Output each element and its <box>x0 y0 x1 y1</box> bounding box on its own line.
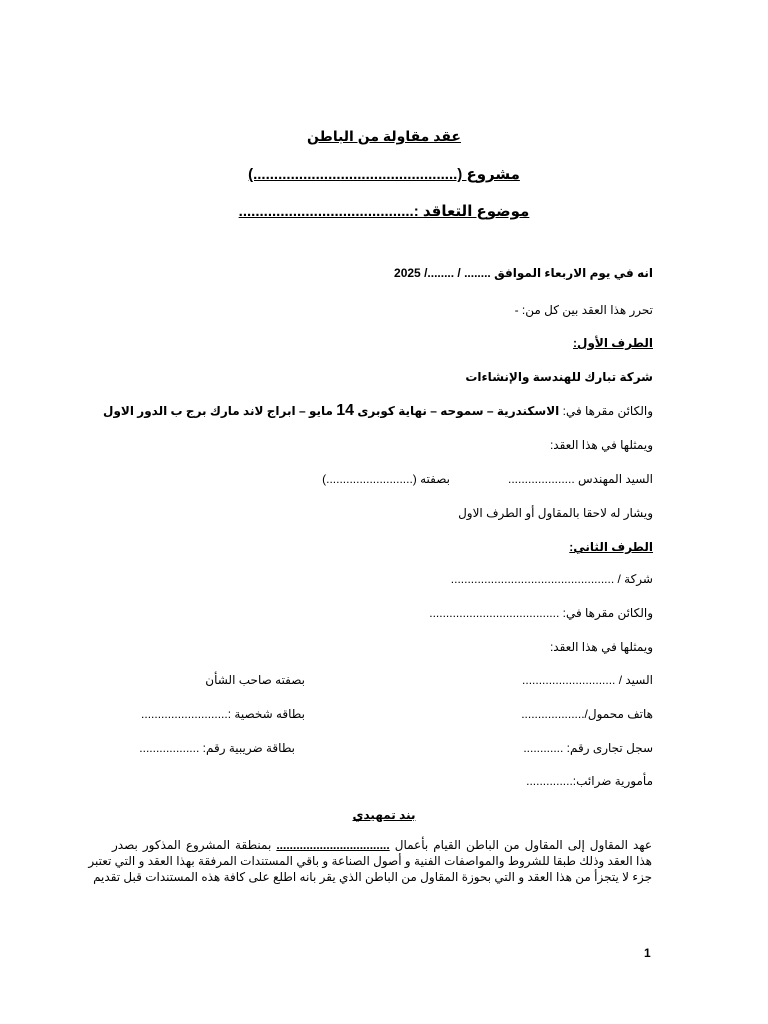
preamble-paragraph <box>88 837 652 885</box>
party-one-referred: ويشار له لاحقا بالمقاول أو الطرف الاول <box>458 506 653 520</box>
preamble-heading: بند تمهيدي <box>352 808 416 822</box>
contract-title: عقد مقاولة من الباطن <box>307 128 461 144</box>
party-one-heading: الطرف الأول: <box>573 336 653 350</box>
preamble-line-3: جزء لا يتجزأ من هذا العقد و التي بحوزة المقاول من الباطن الذي يقر بانه اطلع على كافة هذه المستندات قبل تقديم <box>93 870 652 884</box>
party-one-address <box>103 402 653 420</box>
preamble-line-1-dots: .................................. <box>276 838 390 852</box>
preamble-line-1-b: بمنطقة المشروع المذكور بصدر <box>112 838 272 852</box>
party-two-address: والكائن مقرها في: ....................................... <box>429 606 653 620</box>
party-one-company: شركة تبارك للهندسة والإنشاءات <box>465 370 653 384</box>
party-one-address-label: والكائن مقرها في: <box>562 404 653 418</box>
party-two-mobile: هاتف محمول/................... <box>521 707 653 721</box>
subject-line: موضوع التعاقد :.......................................... <box>238 203 530 220</box>
party-one-address-number: 14 <box>336 402 355 419</box>
preamble-line-2: هذا العقد وذلك طبقا للشروط والمواصفات الفنية و أصول الصناعة و باقي المستندات المرفقة بهذا العقد و التي تعتبر <box>88 854 652 868</box>
party-two-heading: الطرف الثاني: <box>569 540 653 554</box>
project-line: مشروع (.................................................) <box>248 166 520 183</box>
party-two-tax-card: بطاقة ضريبية رقم: .................. <box>139 741 295 755</box>
party-one-address-value-a: الاسكندرية – سموحه – نهاية كوبرى <box>357 404 560 418</box>
page-number: 1 <box>644 946 651 960</box>
party-two-commercial-reg: سجل تجارى رقم: ............ <box>523 741 653 755</box>
party-two-national-id: بطاقه شخصية :.......................... <box>141 707 305 721</box>
intro-line: تحرر هذا العقد بين كل من: - <box>514 303 653 317</box>
party-two-mr: السيد / ............................ <box>522 673 653 687</box>
party-two-represented: ويمثلها في هذا العقد: <box>549 640 653 654</box>
party-one-represented: ويمثلها في هذا العقد: <box>549 438 653 452</box>
party-one-address-value-b: مايو – ابراج لاند مارك برج ب الدور الاول <box>103 404 333 418</box>
party-two-company: شركة / ................................................. <box>450 572 653 586</box>
party-one-engineer: السيد المهندس .................... <box>508 472 653 486</box>
preamble-line-1-a: عهد المقاول إلى المقاول من الباطن القيام بأعمال <box>394 838 652 852</box>
party-one-capacity: بصفته (..........................) <box>322 472 450 486</box>
party-two-tax-office: مأمورية ضرائب:.............. <box>526 774 653 788</box>
party-two-owner-capacity: بصفته صاحب الشأن <box>205 673 305 687</box>
date-line: انه في يوم الاربعاء الموافق ........ / ......../ 2025 <box>394 266 653 280</box>
preamble-line-1 <box>112 837 652 853</box>
